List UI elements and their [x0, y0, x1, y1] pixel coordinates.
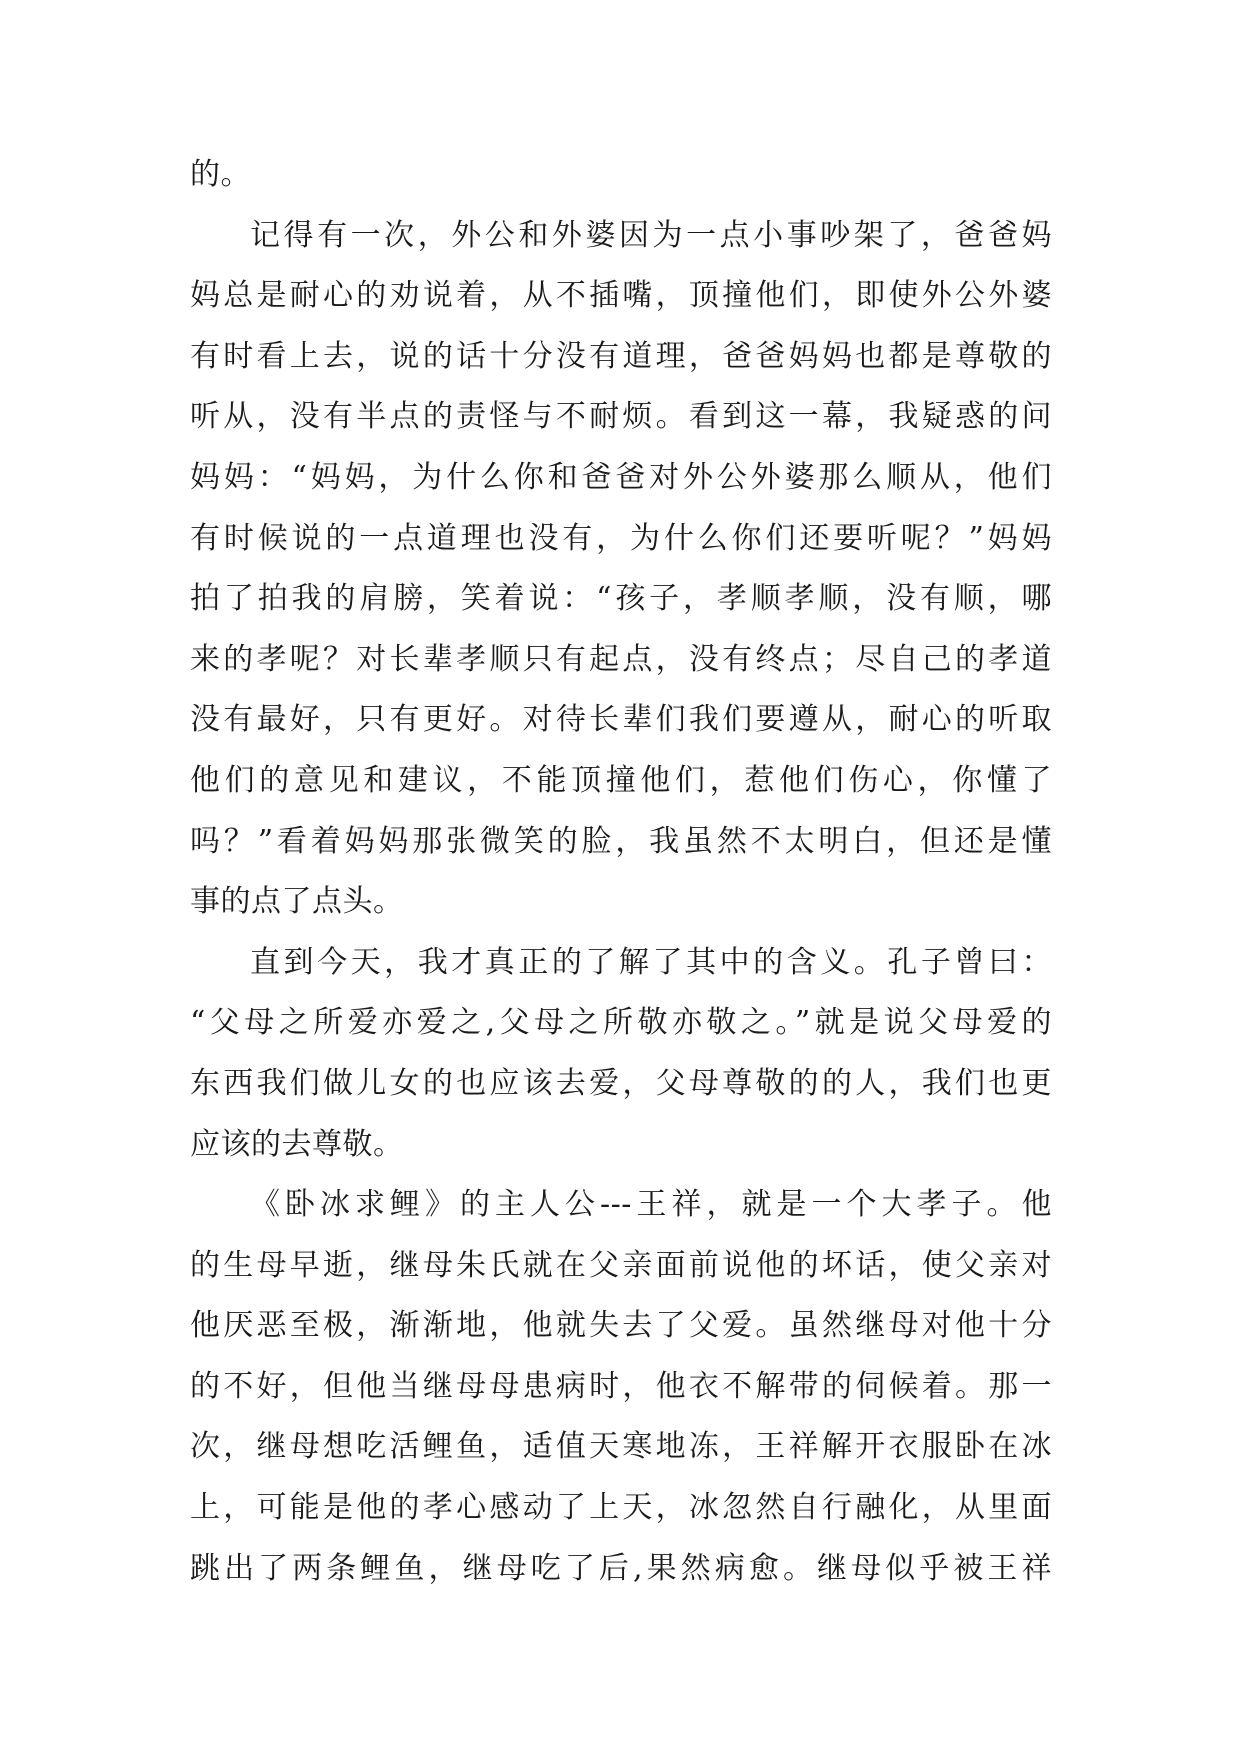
text-line: 妈妈：“妈妈，为什么你和爸爸对外公外婆那么顺从，他们: [190, 459, 1052, 495]
text-line: 没有最好，只有更好。对待长辈们我们要遵从，耐心的听取: [190, 702, 1052, 738]
text-line: 次，继母想吃活鲤鱼，适值天寒地冻，王祥解开衣服卧在冰: [190, 1429, 1052, 1465]
text-line: 的不好，但他当继母母患病时，他衣不解带的伺候着。那一: [190, 1368, 1052, 1404]
text-line: 有时看上去，说的话十分没有道理，爸爸妈妈也都是尊敬的: [190, 338, 1052, 374]
body-text: [190, 145, 1052, 1599]
text-line: 事的点了点头。: [190, 884, 404, 920]
text-line: 有时候说的一点道理也没有，为什么你们还要听呢？”妈妈: [190, 520, 1052, 556]
text-line: 他厌恶至极，渐渐地，他就失去了父爱。虽然继母对他十分: [190, 1308, 1052, 1344]
text-line: 的。: [190, 157, 251, 192]
text-line: 记得有一次，外公和外婆因为一点小事吵架了，爸爸妈: [250, 217, 1052, 253]
text-line: 《卧冰求鲤》的主人公---王祥，就是一个大孝子。他: [250, 1187, 1052, 1223]
text-line: 妈总是耐心的劝说着，从不插嘴，顶撞他们，即使外公外婆: [190, 278, 1052, 314]
text-line: 听从，没有半点的责怪与不耐烦。看到这一幕，我疑惑的问: [190, 399, 1052, 435]
text-line: 拍了拍我的肩膀，笑着说：“孩子，孝顺孝顺，没有顺，哪: [190, 581, 1052, 617]
text-line: 应该的去尊敬。: [190, 1126, 404, 1162]
text-line: 吗？”看着妈妈那张微笑的脸，我虽然不太明白，但还是懂: [190, 823, 1052, 859]
text-line: “父母之所爱亦爱之,父母之所敬亦敬之。”就是说父母爱的: [190, 1005, 1052, 1041]
text-line: 东西我们做儿女的也应该去爱，父母尊敬的的人，我们也更: [190, 1065, 1052, 1101]
text-line: 跳出了两条鲤鱼，继母吃了后,果然病愈。继母似乎被王祥: [190, 1550, 1052, 1586]
text-line: 上，可能是他的孝心感动了上天，冰忽然自行融化，从里面: [190, 1490, 1052, 1526]
text-line: 来的孝呢？对长辈孝顺只有起点，没有终点；尽自己的孝道: [190, 641, 1052, 677]
text-line: 他们的意见和建议，不能顶撞他们，惹他们伤心，你懂了: [190, 762, 1052, 798]
text-line: 的生母早逝，继母朱氏就在父亲面前说他的坏话，使父亲对: [190, 1247, 1052, 1283]
text-line: 直到今天，我才真正的了解了其中的含义。孔子曾曰：: [250, 944, 1052, 980]
